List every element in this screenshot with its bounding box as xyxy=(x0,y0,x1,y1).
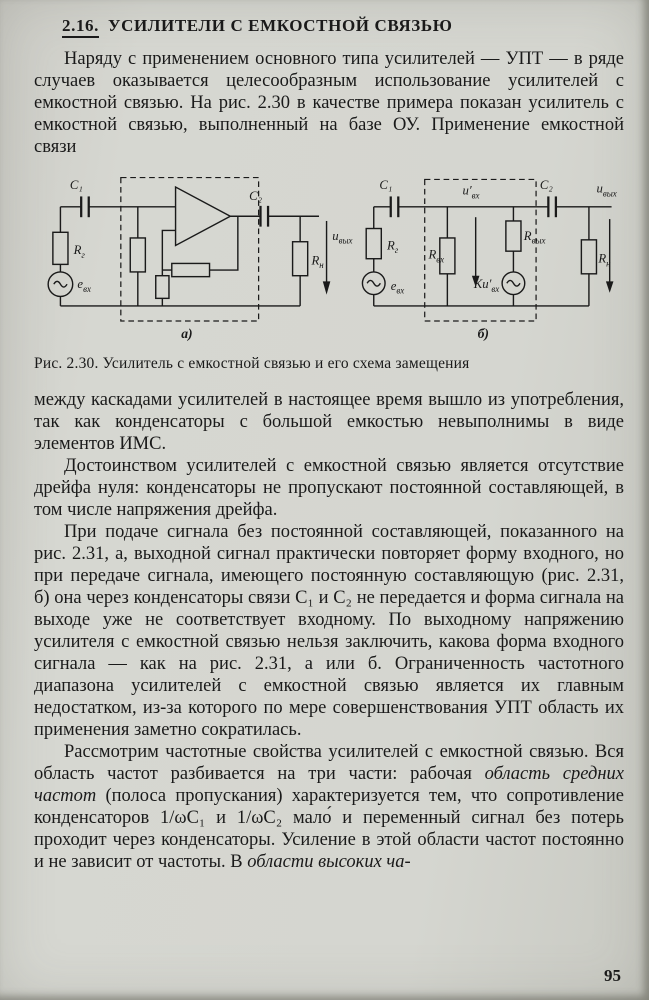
paragraph-1: Наряду с применением основного типа усилителей — УПТ — в ряде случаев оказывается целесообразным использование усилителей с емкостной связью. На рис. 2.30 в качестве примера показан усилитель с емкостной связью, выполненный на базе ОУ. Применение емкостной связи xyxy=(34,49,624,157)
circuit-b xyxy=(362,178,616,342)
label-evx-a-main: e xyxy=(77,276,84,291)
equivalent-dashed-box xyxy=(425,179,536,321)
paragraph-2: между каскадами усилителей в настоящее время вышло из употребления, так как конденсаторы с большой емкостью невыполнимы в виде элементов ИМС. xyxy=(34,390,624,454)
section-title: УСИЛИТЕЛИ С ЕМКОСТНОЙ СВЯЗЬЮ xyxy=(108,16,453,35)
label-c1-b: C₁ xyxy=(379,177,393,192)
label-uin-main: u′ xyxy=(462,183,472,198)
circuit-figure xyxy=(34,164,638,344)
resistor-rn-a xyxy=(293,242,308,276)
figure-caption: Рис. 2.30. Усилитель с емкостной связью и его схема замещения xyxy=(34,355,470,372)
paragraph-5-italic2: области высоких ча- xyxy=(247,852,411,872)
label-uout-a xyxy=(332,229,352,246)
label-rg-b-sub: г xyxy=(394,245,399,256)
paragraph-5-seg1: Рассмотрим частотные свойства усилителей с емкостной связью. Вся область частот разбивается на три части: рабочая xyxy=(34,742,624,784)
resistor-rvyx xyxy=(506,221,521,251)
paragraph-3: Достоинством усилителей с емкостной связью является отсутствие дрейфа нуля: конденсаторы не пропускают постоянной составляющей, в том числе напряжения дрейфа. xyxy=(34,456,624,520)
label-rg-a xyxy=(73,243,86,260)
ground-resistor xyxy=(156,276,169,299)
label-evx-b xyxy=(391,279,405,296)
paragraph-5-italic1: область средних частот xyxy=(34,764,624,806)
label-subfigure-b: б) xyxy=(477,325,489,341)
feedback-resistor xyxy=(172,263,210,276)
label-uout-a-sub: вых xyxy=(338,235,353,246)
label-rvx xyxy=(427,248,444,265)
label-ku xyxy=(473,277,499,294)
label-rvyx-main: R xyxy=(523,228,532,243)
section-heading xyxy=(62,16,624,36)
resistor-rg-b xyxy=(366,229,381,259)
paragraph-5-seg3: (полоса пропускания) характеризуется тем, что сопротивление конденсаторов 1/ωC₁ и 1/ωC₂ мало́ и переменный сигнал без потерь проходит через конденсаторы. Усиление в этой области частот постоянно и не зависит от частоты. В xyxy=(34,786,624,872)
label-evx-a-sub: вх xyxy=(83,283,91,294)
label-evx-b-main: e xyxy=(390,278,397,293)
sine-symbol xyxy=(54,281,67,287)
section-number: 2.16. xyxy=(62,16,99,38)
label-rvx-sub: вх xyxy=(436,254,445,265)
label-c1-a: C₁ xyxy=(69,177,83,192)
circuit-a xyxy=(48,178,352,342)
label-rn-a-sub: н xyxy=(319,260,324,271)
paragraph-5 xyxy=(34,741,624,873)
label-rvx-main: R xyxy=(428,247,437,262)
opamp-triangle xyxy=(176,187,231,246)
label-rn-a-main: R xyxy=(311,253,320,268)
label-c2-b: C₂ xyxy=(539,177,553,192)
label-c2-a: C₂ xyxy=(249,189,263,204)
label-rg-b xyxy=(386,238,399,255)
label-uout-b-main: u xyxy=(596,181,603,196)
label-uout-b-sub: вых xyxy=(602,188,617,199)
label-rn-b-main: R xyxy=(598,251,607,266)
label-uout-b xyxy=(596,182,616,199)
sine-symbol xyxy=(507,280,520,286)
page-content xyxy=(34,0,624,873)
label-rg-a-main: R xyxy=(73,243,82,257)
label-rg-b-main: R xyxy=(386,238,395,253)
main-text xyxy=(34,389,624,873)
label-uin-sub: вх xyxy=(471,190,480,201)
label-ku-sub: вх xyxy=(491,283,500,294)
label-rn-a xyxy=(310,253,324,270)
label-rg-a-sub: г xyxy=(81,249,85,260)
label-rvyx-sub: вых xyxy=(531,235,546,246)
label-uout-a-main: u xyxy=(332,228,339,243)
sine-symbol xyxy=(367,280,380,286)
resistor-rg-a xyxy=(53,232,68,264)
label-rn-b-sub: н xyxy=(606,258,611,269)
page-number: 95 xyxy=(604,966,621,985)
resistor-rn-b xyxy=(581,240,596,274)
input-resistor-a xyxy=(130,238,145,272)
label-evx-a xyxy=(77,277,91,294)
label-evx-b-sub: вх xyxy=(396,285,405,296)
label-uin xyxy=(462,184,479,201)
figure-2-30 xyxy=(34,164,624,344)
label-subfigure-a: а) xyxy=(181,325,193,341)
label-rvyx xyxy=(523,229,546,246)
label-ku-main: Кu′ xyxy=(473,276,492,291)
paragraph-4: При подаче сигнала без постоянной составляющей, показанного на рис. 2.31, а, выходной сигнал практически повторяет форму входного, но при передаче сигнала, имеющего постоянную составляющую (рис. 2.31, б) она через конденсаторы связи C₁ и C₂ не передается и форма сигнала на выходе уже не соответствует входному. По выходному напряжению усилителя с емкостной связью нельзя заключить, какова форма входного сигнала — как на рис. 2.31, а или б. Ограниченность частотного диапазона усилителей с емкостной связью является их главным недостатком, из-за которого по мере совершенствования УПТ область их применения заметно сократилась. xyxy=(34,522,624,740)
